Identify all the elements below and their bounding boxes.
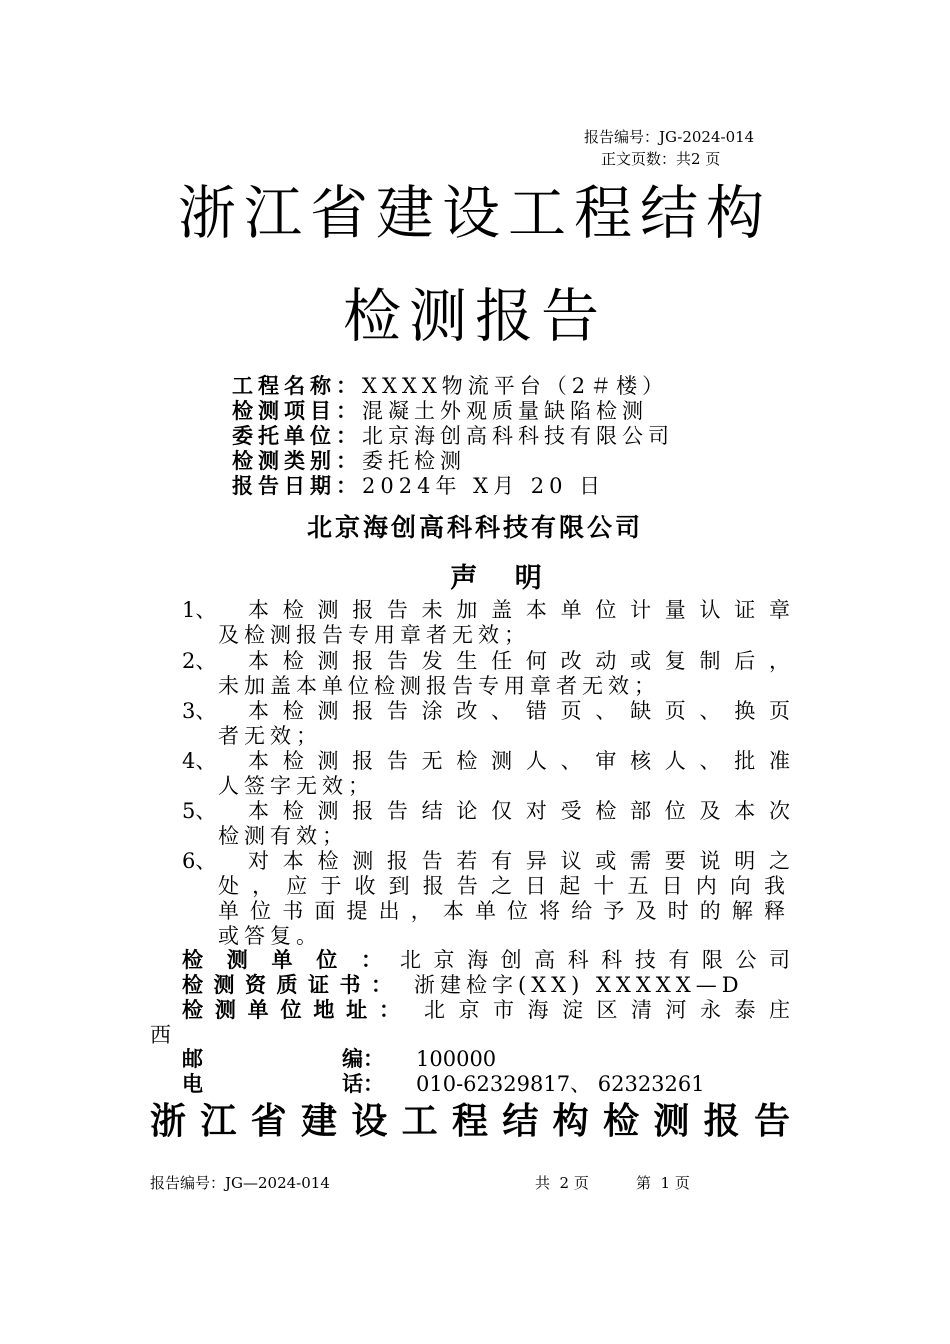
info-postcode [182,1047,790,1072]
item-line: 对本检测报告若有异议或需要说明之 [248,849,790,873]
declaration-item [182,849,790,949]
info-unit [182,948,790,973]
field-client [232,424,674,449]
item-number: 2、 [182,649,217,673]
footer-total-pages: 共 2 页 [535,1174,589,1192]
field-label: 报告日期： [232,474,362,498]
footer-report-number: 报告编号：JG—2024-014 [150,1174,330,1192]
info-value: 100000 [416,1047,497,1071]
field-value: 北京海创高科科技有限公司 [362,424,674,448]
info-label: 话： [342,1072,384,1096]
field-inspection-type [232,449,466,474]
item-number: 5、 [182,799,217,823]
item-number: 1、 [182,598,217,622]
item-line: 单位书面提出，本单位将给予及时的解释 [218,899,790,923]
declaration-item [182,749,790,799]
field-label: 检测类别： [232,449,362,473]
item-line: 本检测报告涂改、错页、缺页、换页 [248,699,790,723]
footer-current-page: 第 1 页 [636,1174,690,1192]
field-report-date [232,474,605,499]
field-value: 2024年 X月 20 日 [362,474,606,498]
info-label: 编： [342,1047,384,1071]
item-line: 本检测报告无检测人、审核人、批准 [248,749,790,773]
info-label: 检测单位： [182,948,382,972]
item-line: 未加盖本单位检测报告专用章者无效； [218,674,660,698]
info-value: 浙建检字(XX) XXXXX—D [414,973,744,997]
declaration-title: 声 明 [450,563,542,594]
declaration-item [182,699,790,749]
info-telephone [182,1072,790,1097]
item-line: 处，应于收到报告之日起十五日内向我 [218,874,790,898]
info-label: 电 [182,1072,203,1096]
declaration-item [182,598,790,648]
main-title-line2: 检测报告 [342,282,607,350]
info-label: 邮 [182,1047,203,1071]
item-line: 本检测报告发生任何改动或复制后， [248,649,790,673]
declaration-item [182,799,790,849]
item-line: 或答复。 [218,924,322,948]
footer-title: 浙江省建设工程结构检测报告 [150,1101,790,1142]
field-project-name [232,374,668,399]
field-value: XXXX物流平台（2＃楼） [362,374,669,398]
report-number: 报告编号：JG-2024-014 [584,128,755,146]
item-line: 及检测报告专用章者无效； [218,623,530,647]
info-value: 010-62329817、 62323261 [416,1072,705,1096]
item-line: 本检测报告未加盖本单位计量认证章 [248,598,790,622]
item-number: 6、 [182,849,217,873]
item-line: 人签字无效； [218,774,374,798]
item-line: 检测有效； [218,824,348,848]
company-name: 北京海创高科科技有限公司 [306,513,643,542]
field-value: 委托检测 [362,449,466,473]
info-value: 北京海创高科科技有限公司 [400,948,790,972]
field-value: 混凝土外观质量缺陷检测 [362,399,648,423]
main-title-line1: 浙江省建设工程结构 [177,179,772,247]
info-label: 检测资质证书： [182,973,392,997]
field-label: 检测项目： [232,399,362,423]
info-address-wrap: 西 [150,1023,171,1047]
info-label: 检测单位地址： [182,998,400,1022]
info-certificate [182,973,790,998]
page-count: 正文页数：共2 页 [601,150,721,168]
item-line: 者无效； [218,724,322,748]
item-line: 本检测报告结论仅对受检部位及本次 [248,799,790,823]
info-address [182,998,790,1023]
field-inspection-item [232,399,648,424]
field-label: 工程名称： [232,374,362,398]
item-number: 4、 [182,749,217,773]
field-label: 委托单位： [232,424,362,448]
info-value: 北京市海淀区清河永泰庄 [424,998,790,1022]
declaration-item [182,649,790,699]
item-number: 3、 [182,699,217,723]
